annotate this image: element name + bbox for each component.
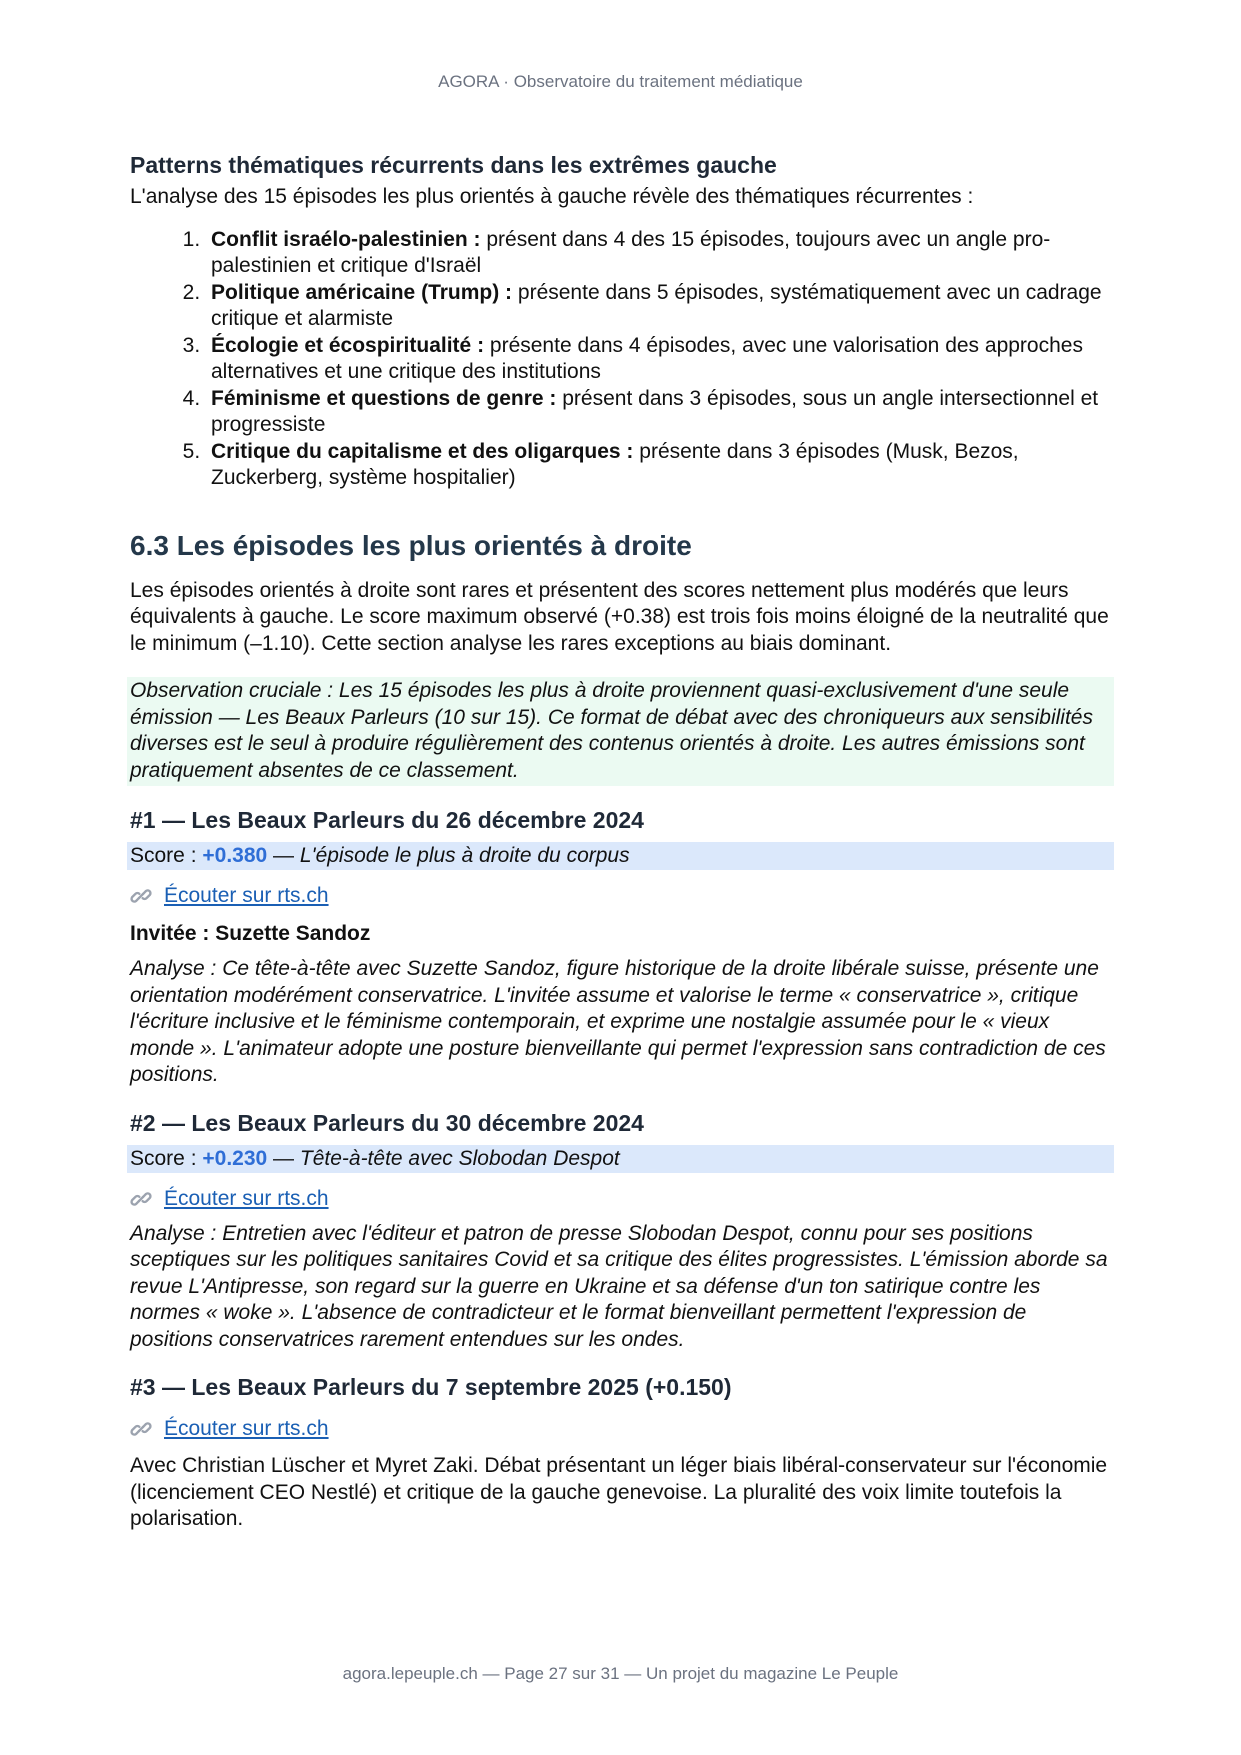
list-item: [206, 439, 1114, 492]
listen-link[interactable]: Écouter sur rts.ch: [164, 884, 329, 907]
listen-link[interactable]: Écouter sur rts.ch: [164, 1417, 329, 1440]
episode-title: #1 — Les Beaux Parleurs du 26 décembre 2024: [130, 807, 644, 833]
list-item: [206, 227, 1114, 280]
running-footer: agora.lepeuple.ch — Page 27 sur 31 — Un projet du magazine Le Peuple: [342, 1664, 899, 1683]
score-note: L'épisode le plus à droite du corpus: [299, 844, 630, 867]
theme-label: Féminisme et questions de genre :: [211, 386, 557, 410]
observation-callout: Observation cruciale : Les 15 épisodes les plus à droite proviennent quasi-exclusivement d'une seule émission — Les Beaux Parleurs (10 sur 15). Ce format de débat avec des chroniqueurs aux sensibilités diverses est le seul à produire régulièrement des contenus orientés à droite. Les autres émissions sont pratiquement absentes de ce classement.: [127, 677, 1114, 786]
page-content: [130, 148, 1114, 1533]
link-icon: [130, 1418, 152, 1440]
listen-row: [130, 882, 1114, 910]
score-sep: —: [267, 844, 300, 867]
theme-text: présente dans 5 épisodes, systématiquement avec un cadrage critique et alarmiste: [211, 280, 1102, 330]
listen-row: [130, 1185, 1114, 1213]
score-bar: [127, 1145, 1114, 1173]
theme-label: Conflit israélo-palestinien :: [211, 227, 481, 251]
list-item: [206, 280, 1114, 333]
patterns-heading: Patterns thématiques récurrents dans les extrêmes gauche: [130, 152, 777, 178]
episode-title: #3 — Les Beaux Parleurs du 7 septembre 2025 (+0.150): [130, 1374, 732, 1400]
listen-link[interactable]: Écouter sur rts.ch: [164, 1186, 329, 1210]
running-header: AGORA · Observatoire du traitement médiatique: [438, 72, 803, 91]
episode-analysis: Analyse : Ce tête-à-tête avec Suzette Sandoz, figure historique de la droite libérale suisse, présente une orientation modérément conservatrice. L'invitée assume et valorise le terme « conservatrice », critique l'écriture inclusive et le féminisme contemporain, et exprime une nostalgie assumée pour le « vieux monde ». L'animateur adopte une posture bienveillante qui permet l'expression sans contradiction de ces positions.: [130, 957, 1106, 1086]
listen-row: [130, 1415, 1114, 1443]
episode-title: #2 — Les Beaux Parleurs du 30 décembre 2024: [130, 1109, 644, 1136]
episode-summary: Avec Christian Lüscher et Myret Zaki. Débat présentant un léger biais libéral-conservateur sur l'économie (licenciement CEO Nestlé) et critique de la gauche genevoise. La pluralité des voix limite toutefois la polarisation.: [130, 1454, 1108, 1530]
guest-label: Invitée : Suzette Sandoz: [130, 922, 371, 945]
theme-label: Critique du capitalisme et des oligarques :: [211, 439, 634, 463]
section-lead: Les épisodes orientés à droite sont rares et présentent des scores nettement plus modérés que leurs équivalents à gauche. Le score maximum observé (+0.38) est trois fois moins éloigné de la neutralité que le minimum (–1.10). Cette section analyse les rares exceptions au biais dominant.: [130, 578, 1109, 655]
score-label: Score :: [130, 1146, 203, 1170]
theme-text: présente dans 3 épisodes (Musk, Bezos, Zuckerberg, système hospitalier): [211, 439, 1019, 489]
score-label: Score :: [130, 844, 203, 867]
score-note: Tête-à-tête avec Slobodan Despot: [299, 1146, 620, 1170]
link-icon: [130, 885, 152, 907]
list-item: [206, 333, 1114, 386]
score-sep: —: [267, 1146, 300, 1170]
episode-analysis: Analyse : Entretien avec l'éditeur et patron de presse Slobodan Despot, connu pour ses positions sceptiques sur les politiques sanitaires Covid et sa critique des élites progressistes. L'émission aborde sa revue L'Antipresse, son regard sur la guerre en Ukraine et sa défense d'un ton satirique contre les normes « woke ». L'absence de contradicteur et le format bienveillant permettent l'expression de positions conservatrices rarement entendues sur les ondes.: [130, 1221, 1108, 1351]
score-value: +0.380: [202, 844, 268, 867]
theme-text: présente dans 4 épisodes, avec une valorisation des approches alternatives et une critique des institutions: [211, 333, 1083, 383]
score-bar: [127, 842, 1114, 870]
theme-label: Écologie et écospiritualité :: [211, 333, 485, 357]
themes-list: [130, 227, 1114, 492]
theme-text: présent dans 4 des 15 épisodes, toujours avec un angle pro-palestinien et critique d'Israël: [211, 227, 1051, 277]
section-title: 6.3 Les épisodes les plus orientés à droite: [130, 529, 692, 561]
theme-label: Politique américaine (Trump) :: [211, 280, 513, 304]
link-icon: [130, 1188, 152, 1210]
theme-text: présent dans 3 épisodes, sous un angle intersectionnel et progressiste: [211, 386, 1099, 436]
list-item: [206, 386, 1114, 439]
score-value: +0.230: [202, 1146, 268, 1170]
patterns-intro: L'analyse des 15 épisodes les plus orientés à gauche révèle des thématiques récurrentes :: [130, 185, 974, 208]
